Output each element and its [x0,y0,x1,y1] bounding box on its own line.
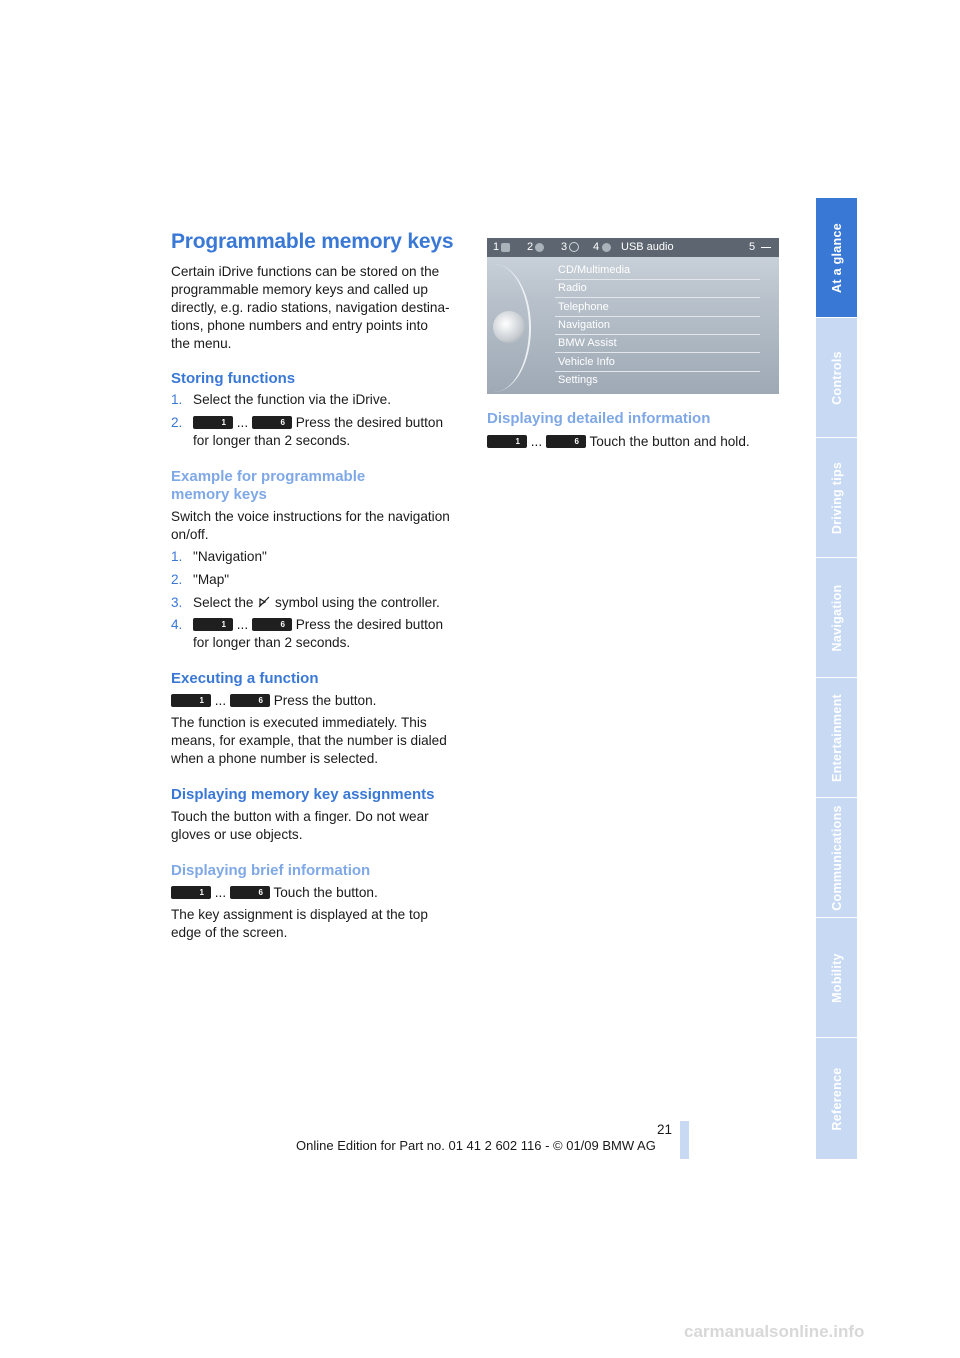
example-step-2 [171,571,229,589]
text-line: Touch the button with a finger. Do not wear [171,809,429,824]
example-heading-line: Example for programmable [171,468,366,485]
media-icon [602,243,611,252]
ellipsis: ... [214,885,227,900]
tab-label: Communications [829,804,844,911]
memory-key-1-icon: 1 [193,416,233,429]
brief-touch [171,884,378,902]
voice-off-symbol-icon [257,595,271,609]
tab-label: Mobility [829,952,844,1003]
assignments-heading: Displaying memory key assignments [171,786,435,803]
screen-menu-item: Radio [555,280,760,298]
screen-key-number: 3 [561,241,568,253]
example-text-line: on/off. [171,527,209,542]
example-step-4 [171,616,443,634]
intro-line: directly, e.g. radio stations, navigation destina- [171,300,450,315]
memory-key-1-icon: 1 [193,618,233,631]
tab-communications[interactable] [816,798,857,917]
tab-mobility[interactable] [816,918,857,1037]
memory-key-6-icon: 6 [230,694,270,707]
memory-key-1-icon: 1 [487,435,527,448]
step-text: Select the function via the iDrive. [193,392,391,407]
executing-text [171,714,447,768]
text-line: means, for example, that the number is dialed [171,733,447,748]
step-text: symbol using the controller. [275,595,440,610]
storing-step-2-cont: for longer than 2 seconds. [193,433,351,448]
controller-knob-icon [493,311,525,343]
screen-menu-item: Settings [558,374,598,386]
example-text [171,508,450,544]
text-line: gloves or use objects. [171,827,303,842]
page-marker [680,1121,689,1159]
ellipsis: ... [236,415,249,430]
step-text: "Map" [193,572,230,587]
step-number: 4. [171,617,183,632]
step-text: Touch the button and hold. [589,434,750,449]
brief-heading: Displaying brief information [171,862,371,879]
phone-icon [501,243,510,252]
tab-at-a-glance[interactable] [816,198,857,317]
watermark: carmanualsonline.info [684,1322,865,1341]
tab-controls[interactable] [816,318,857,437]
ellipsis: ... [530,434,543,449]
intro-paragraph [171,263,471,353]
tab-navigation[interactable] [816,558,857,677]
memory-key-6-icon: 6 [252,416,292,429]
step-number: 2. [171,572,183,587]
step-number: 3. [171,595,183,610]
text-line: when a phone number is selected. [171,751,379,766]
example-step-1 [171,548,267,566]
memory-key-1-icon: 1 [171,886,211,899]
step-number: 1. [171,549,183,564]
ellipsis: ... [236,617,249,632]
screen-menu-item: Vehicle Info [555,354,760,372]
step-text: Touch the button. [273,885,378,900]
tab-label: Controls [829,350,844,405]
executing-press [171,692,376,710]
navigation-icon [535,243,544,252]
storing-heading: Storing functions [171,370,296,387]
step-text: Press the desired button [295,617,444,632]
screen-key-number: 1 [493,241,500,253]
step-number: 1. [171,392,183,407]
memory-key-1-icon: 1 [171,694,211,707]
example-text-line: Switch the voice instructions for the navigation [171,509,450,524]
tab-label: Entertainment [829,693,844,782]
example-heading-line: memory keys [171,486,267,503]
screen-menu-item: Navigation [555,317,760,335]
footer-edition: Online Edition for Part no. 01 41 2 602 116 - © 01/09 BMW AG [296,1138,656,1153]
screen-menu-item: CD/Multimedia [555,262,760,280]
step-text: Press the button. [273,693,377,708]
screen-top-bar [487,238,779,257]
example-heading [171,468,365,504]
idrive-screen-image [487,238,779,394]
screen-menu-item: BMW Assist [555,335,760,353]
example-step-4-cont: for longer than 2 seconds. [193,635,351,650]
tab-label: At a glance [829,222,844,293]
tab-reference[interactable] [816,1038,857,1159]
settings-gear-icon [569,242,579,252]
brief-text [171,906,428,942]
memory-key-6-icon: 6 [230,886,270,899]
tab-driving-tips[interactable] [816,438,857,557]
executing-heading: Executing a function [171,670,319,687]
intro-line: Certain iDrive functions can be stored on the [171,264,440,279]
storing-step-1 [171,391,391,409]
example-step-3 [171,594,440,612]
intro-line: programmable memory keys and called up [171,282,428,297]
screen-key-number: 5 [749,241,756,253]
step-text: "Navigation" [193,549,267,564]
screen-usb-audio-label: USB audio [621,241,674,253]
memory-key-6-icon: 6 [252,618,292,631]
detailed-heading: Displaying detailed information [487,410,711,427]
dash-icon [761,247,771,248]
text-line: The function is executed immediately. This [171,715,427,730]
text-line: edge of the screen. [171,925,288,940]
page-number: 21 [656,1122,672,1137]
step-text: Select the [193,595,254,610]
tab-label: Driving tips [829,461,844,534]
tab-label: Navigation [829,584,844,651]
step-text: Press the desired button [295,415,444,430]
storing-step-2 [171,414,443,432]
intro-line: tions, phone numbers and entry points into [171,318,428,333]
tab-label: Reference [829,1066,844,1131]
screen-key-number: 4 [593,241,600,253]
tab-entertainment[interactable] [816,678,857,797]
memory-key-6-icon: 6 [546,435,586,448]
ellipsis: ... [214,693,227,708]
assignments-text [171,808,429,844]
intro-line: the menu. [171,336,232,351]
step-number: 2. [171,415,183,430]
text-line: The key assignment is displayed at the top [171,907,428,922]
detailed-touch [487,433,750,451]
screen-menu-item: Telephone [555,299,760,317]
page-title: Programmable memory keys [171,230,454,253]
screen-key-number: 2 [527,241,534,253]
